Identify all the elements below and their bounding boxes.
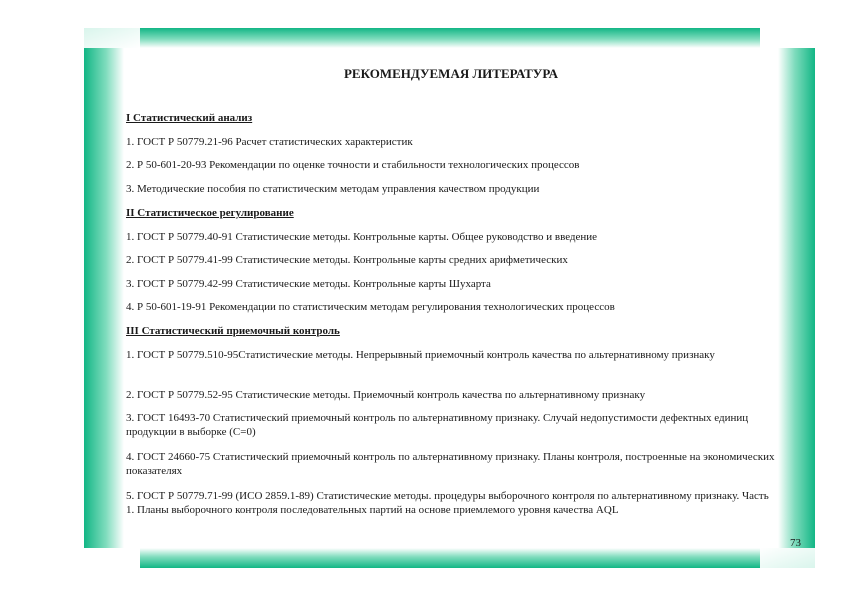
list-item: 1. ГОСТ Р 50779.510-95Статистические методы. Непрерывный приемочный контроль качества по альтернативному признаку [126, 349, 715, 361]
list-item: 4. Р 50-601-19-91 Рекомендации по статистическим методам регулирования технологических процессов [126, 301, 615, 313]
frame-top-band [140, 28, 760, 48]
frame-corner-top-left [84, 28, 140, 48]
slide-content [124, 48, 778, 548]
frame-left-band [84, 48, 124, 548]
section-heading-acceptance: III Статистический приемочный контроль [126, 325, 340, 337]
list-item: 2. ГОСТ Р 50779.41-99 Статистические методы. Контрольные карты средних арифметических [126, 254, 568, 266]
list-item: 3. ГОСТ 16493-70 Статистический приемочный контроль по альтернативному признаку. Случай недопустимости дефектных единиц продукции в выборке (С=0) [126, 412, 749, 438]
frame-right-band [778, 48, 815, 548]
list-item: 1. ГОСТ Р 50779.21-96 Расчет статистических характеристик [126, 136, 413, 148]
page-number: 73 [790, 537, 801, 549]
list-item: 4. ГОСТ 24660-75 Статистический приемочный контроль по альтернативному признаку. Планы контроля, построенные на экономических показателях [126, 451, 775, 477]
page-title: РЕКОМЕНДУЕМАЯ ЛИТЕРАТУРА [343, 66, 559, 81]
list-item: 2. Р 50-601-20-93 Рекомендации по оценке точности и стабильности технологических процессов [126, 159, 580, 171]
list-item: 5. ГОСТ Р 50779.71-99 (ИСО 2859.1-89) Статистические методы. процедуры выборочного контроля по альтернативному признаку. Часть 1. Планы выборочного контроля последовательных партий на основе приемлемого уровня качества AQL [126, 490, 769, 516]
frame-corner-bottom-right [760, 548, 815, 568]
list-item: 3. Методические пособия по статистическим методам управления качеством продукции [126, 183, 540, 195]
section-heading-analysis: I Статистический анализ [126, 112, 253, 124]
list-item: 2. ГОСТ Р 50779.52-95 Статистические методы. Приемочный контроль качества по альтернативному признаку [126, 389, 646, 401]
list-item: 1. ГОСТ Р 50779.40-91 Статистические методы. Контрольные карты. Общее руководство и введение [126, 231, 598, 243]
frame-bottom-band [140, 548, 760, 568]
section-heading-regulation: II Статистическое регулирование [126, 207, 294, 219]
list-item: 3. ГОСТ Р 50779.42-99 Статистические методы. Контрольные карты Шухарта [126, 278, 491, 290]
